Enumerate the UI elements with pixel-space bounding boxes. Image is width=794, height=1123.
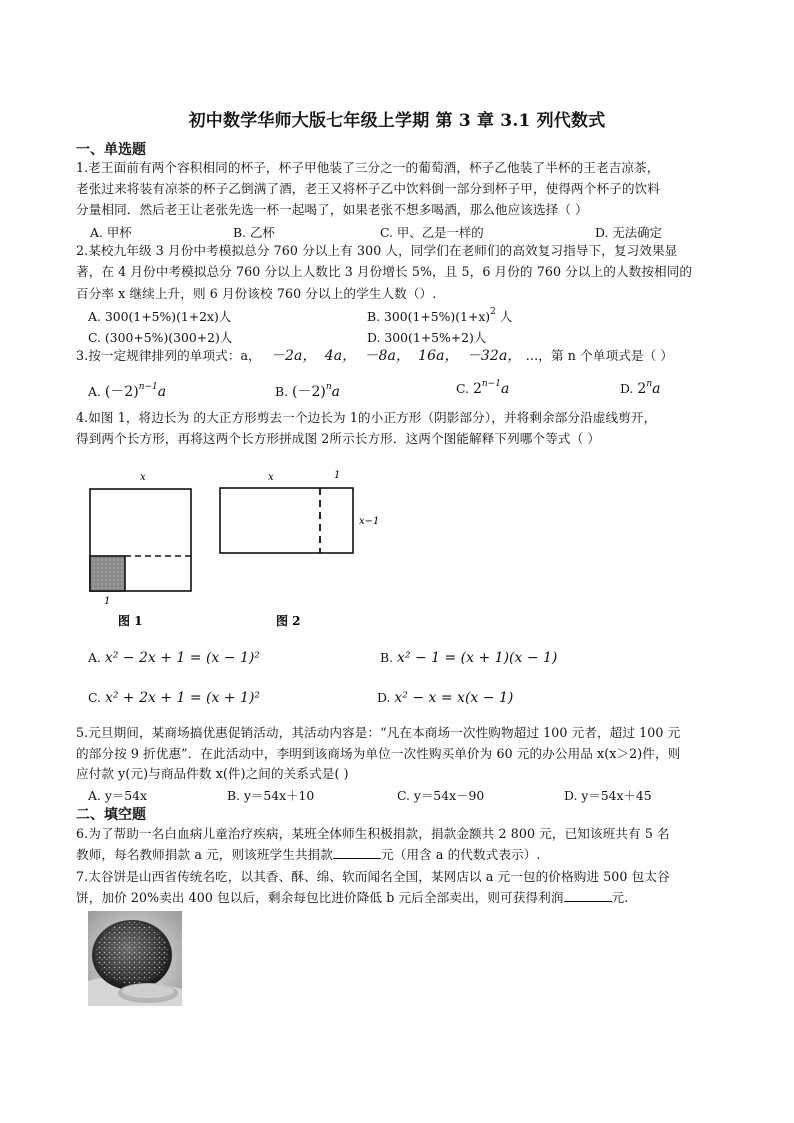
q2-option-b-suffix: 人 (495, 309, 513, 324)
q5-option-d[interactable]: D. y＝54x＋45 (564, 788, 652, 803)
q2-option-b-prefix: B. 300(1+5%)(1+x) (367, 309, 491, 324)
page-title: 初中数学华师大版七年级上学期 第 3 章 3.1 列代数式 (188, 111, 606, 131)
q3-option-b-label: B. (275, 384, 289, 399)
q5-line-2: 的部分按 9 折优惠”．在此活动中，李明到该商场为单位一次性购买单价为 60 元的办公用品 x(x＞2)件，则 (76, 746, 681, 761)
q6-line-2 (76, 847, 541, 863)
q6-line-2-text: 教师，每名教师捐款 a 元，则该班学生共捐款 (76, 847, 333, 862)
fig1-bottom-label: 1 (104, 596, 111, 607)
q1-line-3: 分量相同．然后老王让老张先选一杯一起喝了，如果老张不想多喝酒，那么他应该选择（ ） (76, 202, 588, 217)
q1-option-a[interactable]: A. 甲杯 (90, 225, 132, 240)
q4-option-d-label: D. (377, 690, 391, 705)
q2-line-1: 2.某校九年级 3 月份中考模拟总分 760 分以上有 300 人，同学们在老师们的高效复习指导下，复习效果显 (76, 243, 678, 258)
q1-line-1: 1.老王面前有两个容积相同的杯子，杯子甲他装了三分之一的葡萄酒，杯子乙他装了半杯的王老吉凉茶， (76, 160, 660, 175)
q3-option-c[interactable] (456, 381, 509, 397)
q7-answer-blank[interactable] (564, 890, 612, 902)
q3-option-a-label: A. (88, 384, 101, 399)
q5-line-3: 应付款 y(元)与商品件数 x(件)之间的关系式是( ) (76, 766, 349, 781)
q3-term-1: －2a， (270, 348, 317, 364)
fig2-top-label-x: x (268, 472, 274, 483)
q6-line-1: 6.为了帮助一名白血病儿童治疗疾病，某班全体师生积极捐款，捐款金额共 2 800 元，已知该班共有 5 名 (76, 826, 670, 841)
q7-line-2-text: 饼，加价 20%卖出 400 包以后，剩余每包比进价降低 b 元后全部卖出，则可获得利润 (76, 890, 564, 905)
q3-option-b[interactable] (275, 381, 340, 401)
q5-option-a[interactable]: A. y＝54x (88, 788, 147, 803)
q4-option-a-expr: x² − 2x + 1 = (x − 1)² (104, 650, 260, 666)
q3-term-4: 16a， (418, 348, 459, 364)
fig1-top-label: x (140, 472, 146, 483)
q3-option-b-exponent: n (325, 382, 332, 392)
section-heading-single-choice: 一、单选题 (76, 142, 146, 158)
q3-option-d-var: a (652, 381, 661, 397)
q3-term-5: －32a， (466, 348, 522, 364)
q3-option-d-base: 2 (637, 381, 647, 397)
q2-option-d[interactable]: D. 300(1+5%+2)人 (367, 330, 487, 345)
q7-line-2 (76, 890, 628, 906)
q3-option-c-exponent: n−1 (481, 379, 501, 389)
q4-option-c[interactable] (88, 690, 260, 706)
q3-option-b-base: (－2) (292, 384, 326, 400)
q3-option-d-label: D. (620, 381, 634, 396)
q3-term-3: －8a， (364, 348, 411, 364)
taigu-cake-photo (88, 911, 182, 1006)
section-heading-fill-in: 二、填空题 (76, 807, 146, 823)
q1-option-d[interactable]: D. 无法确定 (595, 225, 662, 240)
q3-option-a[interactable] (88, 381, 166, 401)
q3-option-c-var: a (500, 381, 510, 397)
q3-option-d[interactable] (620, 381, 660, 397)
q4-option-b-label: B. (380, 650, 394, 665)
q4-option-c-expr: x² + 2x + 1 = (x + 1)² (104, 690, 261, 706)
fig1-caption: 图 1 (118, 614, 143, 628)
q4-option-d-expr: x² − x = x(x − 1) (394, 690, 514, 706)
q4-option-d[interactable] (377, 690, 513, 706)
q6-answer-blank[interactable] (333, 847, 381, 859)
q1-option-c[interactable]: C. 甲、乙是一样的 (380, 225, 484, 240)
q2-option-b[interactable] (367, 307, 512, 325)
q7-line-2-tail: 元. (611, 890, 629, 905)
q3-suffix: …，第 n 个单项式是（ ） (525, 348, 674, 363)
q4-option-c-label: C. (88, 690, 101, 705)
q3-option-a-var: a (157, 384, 167, 400)
q3-option-a-exponent: n−1 (138, 382, 158, 392)
q4-figures (80, 470, 380, 635)
q3-prefix: 3.按一定规律排列的单项式：a， (76, 348, 261, 363)
q5-line-1: 5.元旦期间，某商场搞优惠促销活动，其活动内容是：“凡在本商场一次性购物超过 100 元者，超过 100 元 (76, 725, 681, 740)
q3-option-a-base: (－2) (104, 384, 139, 400)
q3-option-c-base: 2 (472, 381, 482, 397)
q4-option-b[interactable] (380, 650, 557, 666)
q2-line-3: 百分率 x 继续上升，则 6 月份该校 760 分以上的学生人数（）. (76, 286, 437, 301)
q2-option-b-exponent: 2 (490, 307, 496, 317)
q3-term-2: 4a， (324, 348, 357, 364)
fig1-shaded-small-square (90, 556, 125, 591)
q4-option-a[interactable] (88, 650, 260, 666)
q2-line-2: 著，在 4 月份中考模拟总分 760 分以上人数比 3 月份增长 5%，且 5，6 月份的 760 分以上的人数按相同的 (76, 264, 693, 279)
q3-option-c-label: C. (456, 381, 469, 396)
fig2-top-label-1: 1 (334, 470, 341, 481)
q1-line-2: 老张过来将装有凉茶的杯子乙倒满了酒，老王又将杯子乙中饮料倒一部分到杯子甲，使得两个杯子的饮料 (76, 181, 660, 196)
q7-line-1: 7.太谷饼是山西省传统名吃，以其香、酥、绵、软而闻名全国，某网店以 a 元一包的价格购进 500 包太谷 (76, 869, 670, 884)
q5-option-c[interactable]: C. y＝54x－90 (397, 788, 485, 803)
q4-option-a-label: A. (88, 650, 101, 665)
q3-stem (76, 348, 673, 364)
q2-option-c[interactable]: C. (300+5%)(300+2)人 (88, 330, 233, 345)
fig2-rectangle (220, 488, 353, 553)
q4-line-2: 得到两个长方形，再将这两个长方形拼成图 2所示长方形．这两个图能解释下列哪个等式（ ） (76, 431, 601, 446)
q3-option-b-var: a (331, 384, 340, 400)
q3-option-d-exponent: n (646, 379, 653, 389)
q2-option-a[interactable]: A. 300(1+5%)(1+2x)人 (88, 309, 232, 324)
fig2-caption: 图 2 (276, 614, 301, 628)
q6-line-2-tail: 元（用含 a 的代数式表示）. (381, 847, 541, 862)
q5-option-b[interactable]: B. y＝54x＋10 (227, 788, 315, 803)
q4-option-b-expr: x² − 1 = (x + 1)(x − 1) (397, 650, 558, 666)
fig2-side-label: x−1 (359, 516, 380, 527)
q4-line-1: 4.如图 1，将边长为 的大正方形剪去一个边长为 1的小正方形（阴影部分），并将剩余部分沿虚线剪开， (76, 410, 657, 425)
q1-option-b[interactable]: B. 乙杯 (233, 225, 275, 240)
